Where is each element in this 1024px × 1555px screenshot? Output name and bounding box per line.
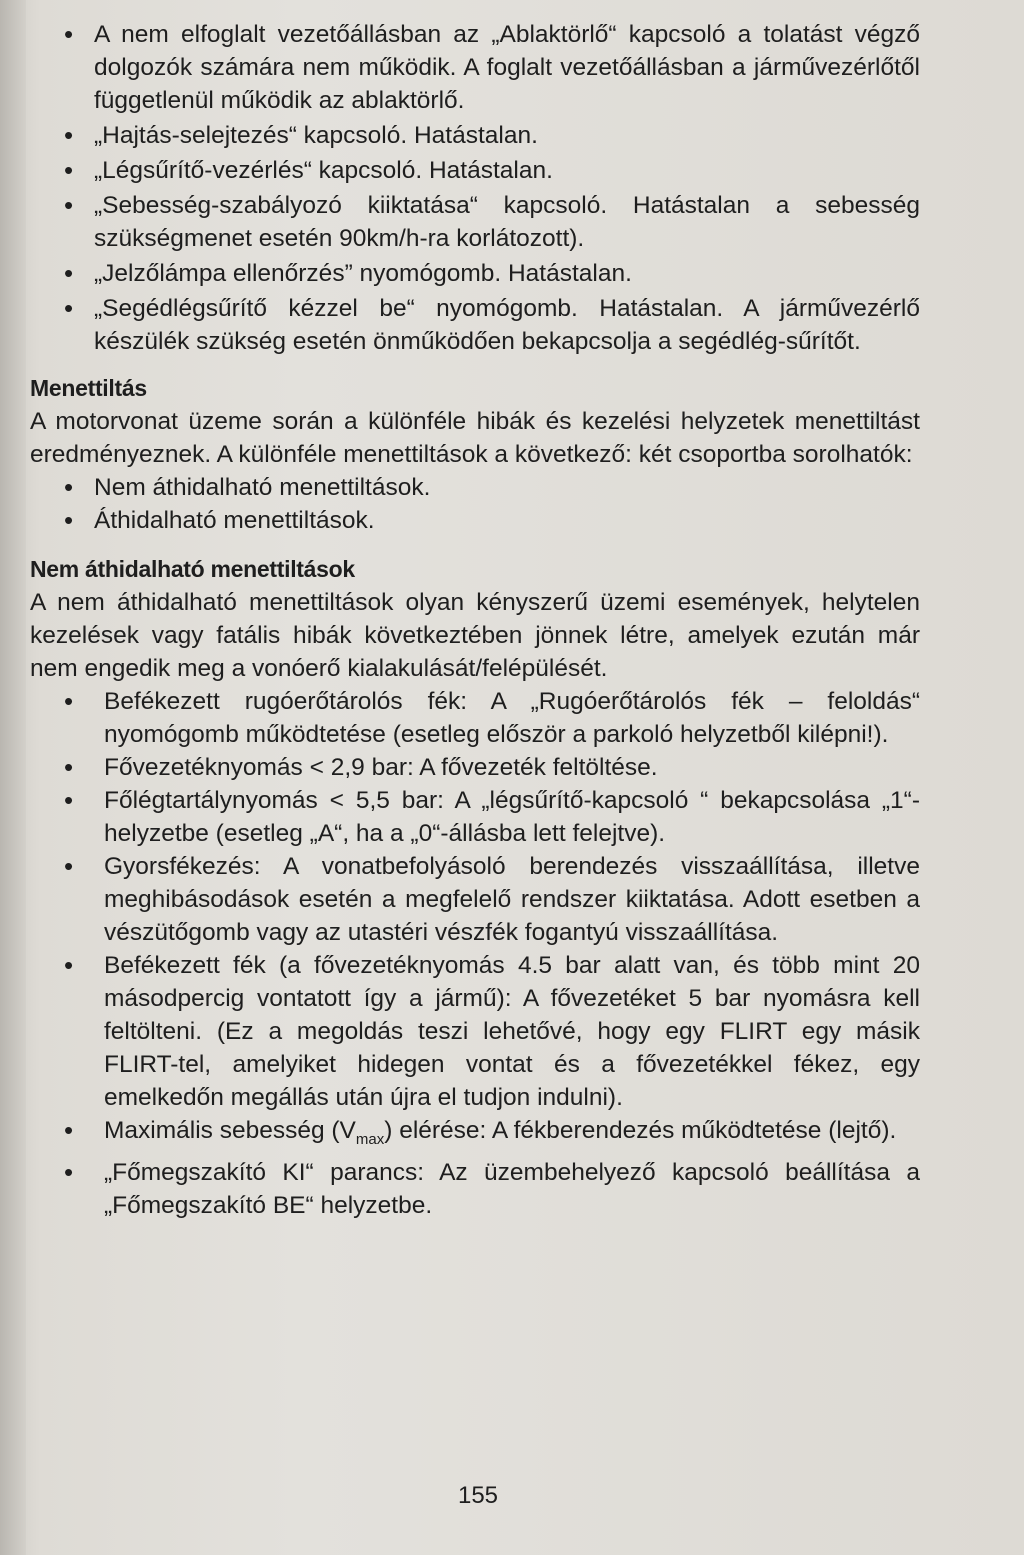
list-item: • „Segédlégsűrítő kézzel be“ nyomógomb. Hatástalan. A járművezérlő készülék szükség esetén önműködően bekapcsolja a segédlég-sűrítőt. [54,292,920,358]
list-item: • Befékezett rugóerőtárolós fék: A „Rugóerőtárolós fék – feloldás“ nyomógomb működtetése (esetleg először a parkoló helyzetből kilépni!). [62,685,920,751]
section-bullet-list [62,685,920,1222]
list-item: • A nem elfoglalt vezetőállásban az „Ablaktörlő“ kapcsoló a tolatást végző dolgozók számára nem működik. A foglalt vezetőállásban a járművezérlőtől függetlenül működik az ablaktörlő. [54,18,920,117]
list-item: • Gyorsfékezés: A vonatbefolyásoló berendezés visszaállítása, illetve meghibásodások esetén a megfelelő rendszer kiiktatása. Adott esetben a vészütőgomb vagy az utastéri vészfék fogantyú visszaállítása. [62,850,920,949]
list-item: • „Hajtás-selejtezés“ kapcsoló. Hatástalan. [54,119,920,152]
intro-bullet-list [54,18,920,358]
list-item: • Befékezett fék (a fővezetéknyomás 4.5 bar alatt van, és több mint 20 másodpercig vontatott így a jármű): A fővezetéket 5 bar nyomásra kell feltölteni. (Ez a megoldás teszi lehetővé, hogy egy FLIRT egy másik FLIRT-tel, amelyiket hidegen vontat és a fővezetékkel fékez, egy emelkedőn megállás után újra el tudjon indulni). [62,949,920,1114]
list-item: • „Sebesség-szabályozó kiiktatása“ kapcsoló. Hatástalan a sebesség szükségmenet esetén 90km/h-ra korlátozott). [54,189,920,255]
section-heading-nem-athidalhato: Nem áthidalható menettiltások [30,556,355,582]
section-heading-menettiltas: Menettiltás [30,375,147,401]
page-content [30,18,920,1222]
list-item-vmax [62,1114,920,1156]
list-item: • „Jelzőlámpa ellenőrzés” nyomógomb. Hatástalan. [54,257,920,290]
section-bullet-list [54,471,920,537]
page-gutter-shadow [0,0,26,1555]
vmax-text-after: ) elérése: A fékberendezés működtetése (lejtő). [384,1117,897,1144]
vmax-text-before: Maximális sebesség (V [104,1117,356,1144]
page-number: 155 [457,1482,499,1509]
section-paragraph: A motorvonat üzeme során a különféle hibák és kezelési helyzetek menettiltást eredményeznek. A különféle menettiltások a következő: két csoportba sorolhatók: [30,408,920,468]
list-item: • „Légsűrítő-vezérlés“ kapcsoló. Hatástalan. [54,154,920,187]
list-item: • Áthidalható menettiltások. [54,504,920,537]
list-item: • „Főmegszakító KI“ parancs: Az üzembehelyező kapcsoló beállítása a „Főmegszakító BE“ helyzetbe. [62,1156,920,1222]
list-item: • Főlégtartálynyomás < 5,5 bar: A „légsűrítő-kapcsoló “ bekapcsolása „1“-helyzetbe (esetleg „A“, ha a „0“-állásba lett felejtve). [62,784,920,850]
list-item: • Nem áthidalható menettiltások. [54,471,920,504]
vmax-subscript: max [355,1130,385,1148]
list-item: • Fővezetéknyomás < 2,9 bar: A fővezeték feltöltése. [62,751,920,784]
section-paragraph: A nem áthidalható menettiltások olyan kényszerű üzemi események, helytelen kezelések vagy fatális hibák következtében jönnek létre, amelyek ezután már nem engedik meg a vonóerő kialakulását/felépülését. [30,589,920,682]
